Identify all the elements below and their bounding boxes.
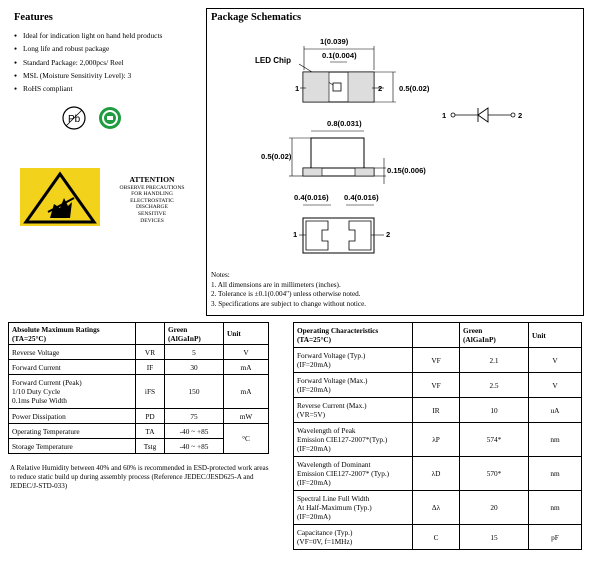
value-cell: -40 ~ +85 <box>165 424 224 439</box>
abs-max-table <box>8 322 269 454</box>
param-cell: Storage Temperature <box>9 439 136 454</box>
param-line: Spectral Line Full Width <box>297 494 370 503</box>
abs-max-header-sym <box>136 323 165 345</box>
param-cell <box>294 373 413 398</box>
sym-cell: Δλ <box>413 491 460 525</box>
param-line: Capacitance (Typ.) <box>297 528 353 537</box>
value-cell: 5 <box>165 345 224 360</box>
param-cell: Operating Temperature <box>9 424 136 439</box>
param-cell: Power Dissipation <box>9 409 136 424</box>
op-char-header-sym <box>413 323 460 348</box>
op-char-cond: (TA=25°C) <box>297 335 332 344</box>
cond-line: (IF=20mA) <box>297 385 331 394</box>
dim-total-label: 1(0.039) <box>320 37 349 46</box>
op-char-header-green <box>460 323 529 348</box>
features-list <box>14 29 162 95</box>
sym-cell: λP <box>413 423 460 457</box>
param-cell: Forward Current <box>9 360 136 375</box>
table-row <box>294 423 582 457</box>
param-cell <box>294 398 413 423</box>
features-title: Features <box>14 12 53 23</box>
pb-free-icon <box>63 107 85 129</box>
sym-cell: λD <box>413 457 460 491</box>
param-line: 0.1ms Pulse Width <box>12 396 67 405</box>
unit-cell: mW <box>224 409 269 424</box>
package-drawing <box>206 8 584 278</box>
op-char-title: Operating Characteristics <box>297 326 379 335</box>
diode-symbol-icon <box>442 108 522 122</box>
attention-block <box>97 175 207 224</box>
param-line: Forward Voltage (Typ.) <box>297 351 366 360</box>
compliance-icons <box>60 103 130 133</box>
abs-max-title: Absolute Maximum Ratings <box>12 324 100 334</box>
param-line: Emission CIE127-2007* (Typ.) <box>297 469 390 478</box>
attention-line: DEVICES <box>140 217 164 224</box>
value-cell: 75 <box>165 409 224 424</box>
table-row <box>294 348 582 373</box>
sym-cell: IR <box>413 398 460 423</box>
top-pin2-label: 2 <box>378 84 383 93</box>
table-row <box>9 409 269 424</box>
table-row <box>9 375 269 409</box>
note-item: 1. All dimensions are in millimeters (inches). <box>211 280 341 289</box>
value-cell: 10 <box>460 398 529 423</box>
top-pin1-label: 1 <box>295 84 300 93</box>
attention-line: FOR HANDLING <box>131 191 173 198</box>
esd-warning-icon <box>20 168 100 226</box>
symbol-pin1-label: 1 <box>442 111 447 120</box>
param-cell <box>294 525 413 550</box>
value-cell: -40 ~ +85 <box>165 439 224 454</box>
unit-cell: pF <box>529 525 582 550</box>
cond-line: (IF=20mA) <box>297 512 331 521</box>
dim-width-label: 0.8(0.031) <box>327 119 362 128</box>
abs-max-header-param <box>9 323 136 345</box>
table-row <box>294 373 582 398</box>
feature-item: ● MSL (Moisture Sensitivity Level): 3 <box>14 69 162 82</box>
col-green-sub-label: (AlGaInP) <box>463 335 496 344</box>
note-item: 3. Specifications are subject to change without notice. <box>211 299 367 308</box>
sym-cell: C <box>413 525 460 550</box>
feature-item: ● Standard Package: 2,000pcs/ Reel <box>14 56 162 69</box>
value-cell: 20 <box>460 491 529 525</box>
param-cell <box>294 423 413 457</box>
sym-cell: VF <box>413 348 460 373</box>
sym-cell: TA <box>136 424 165 439</box>
unit-cell: mA <box>224 375 269 409</box>
sym-cell: VF <box>413 373 460 398</box>
schematics-title: Package Schematics <box>211 12 302 23</box>
op-char-table <box>293 322 582 550</box>
symbol-pin2-label: 2 <box>518 111 523 120</box>
op-char-header-unit: Unit <box>529 323 582 348</box>
unit-cell: V <box>224 345 269 360</box>
sym-cell: IF <box>136 360 165 375</box>
table-row <box>294 525 582 550</box>
sym-cell: Tstg <box>136 439 165 454</box>
abs-max-header-unit: Unit <box>224 323 269 345</box>
sym-cell: VR <box>136 345 165 360</box>
param-cell <box>294 491 413 525</box>
value-cell: 570* <box>460 457 529 491</box>
dim-side-label: 0.5(0.02) <box>261 152 292 161</box>
param-line: Wavelength of Peak <box>297 426 356 435</box>
param-line: 1/10 Duty Cycle <box>12 387 61 396</box>
param-cell <box>294 348 413 373</box>
attention-line: OBSERVE PRECAUTIONS <box>119 184 185 191</box>
attention-title: ATTENTION <box>129 175 175 184</box>
value-cell: 574* <box>460 423 529 457</box>
unit-cell: uA <box>529 398 582 423</box>
op-char-header-param <box>294 323 413 348</box>
param-cell <box>294 457 413 491</box>
table-row <box>9 345 269 360</box>
param-cell: Reverse Voltage <box>9 345 136 360</box>
attention-line: SENSITIVE <box>137 210 167 217</box>
notes <box>211 271 366 309</box>
feature-item: ● Ideal for indication light on hand held products <box>14 29 162 42</box>
feature-item: ● RoHS compliant <box>14 82 162 95</box>
unit-cell: V <box>529 373 582 398</box>
param-cell <box>9 375 136 409</box>
param-line: Reverse Current (Max.) <box>297 401 367 410</box>
dim-pad1-label: 0.4(0.016) <box>294 193 329 202</box>
abs-max-header-green <box>165 323 224 345</box>
cond-line: (IF=20mA) <box>297 478 331 487</box>
attention-line: DISCHARGE <box>135 204 168 211</box>
col-green-label: Green <box>168 324 188 334</box>
sym-cell: iFS <box>136 375 165 409</box>
unit-cell: nm <box>529 423 582 457</box>
recycle-icon <box>99 107 121 129</box>
humidity-footnote: A Relative Humidity between 40% and 60% is recommended in ESD-protected work areas to reduce static build up during assembly process (Reference JEDEC/JESD625-A and JEDEC/J-STD-033) <box>10 464 269 491</box>
dim-lead-label: 0.15(0.006) <box>387 166 426 175</box>
param-line: At Half-Maximum (Typ.) <box>297 503 372 512</box>
note-item: 2. Tolerance is ±0.1(0.004") unless otherwise noted. <box>211 290 361 299</box>
cond-line: (IF=20mA) <box>297 360 331 369</box>
table-row <box>294 398 582 423</box>
param-line: Forward Current (Peak) <box>12 378 82 387</box>
value-cell: 2.5 <box>460 373 529 398</box>
table-row <box>294 491 582 525</box>
table-row <box>9 424 269 439</box>
value-cell: 150 <box>165 375 224 409</box>
col-green-sub-label: (AlGaInP) <box>168 333 201 343</box>
param-line: Emission CIE127-2007*(Typ.) <box>297 435 388 444</box>
bottom-pin1-label: 1 <box>293 230 298 239</box>
unit-cell: V <box>529 348 582 373</box>
param-line: Wavelength of Dominant <box>297 460 371 469</box>
value-cell: 15 <box>460 525 529 550</box>
unit-cell: nm <box>529 491 582 525</box>
bottom-pin2-label: 2 <box>386 230 391 239</box>
unit-cell: nm <box>529 457 582 491</box>
table-row <box>294 457 582 491</box>
value-cell: 2.1 <box>460 348 529 373</box>
dim-chip-label: 0.1(0.004) <box>322 51 357 60</box>
dim-height-label: 0.5(0.02) <box>399 84 430 93</box>
cond-line: (IF=20mA) <box>297 444 331 453</box>
sym-cell: PD <box>136 409 165 424</box>
value-cell: 30 <box>165 360 224 375</box>
unit-cell: mA <box>224 360 269 375</box>
led-chip-label: LED Chip <box>255 56 291 65</box>
table-row <box>9 360 269 375</box>
abs-max-cond: (TA=25°C) <box>12 333 47 343</box>
cond-line: (VR=5V) <box>297 410 326 419</box>
notes-title: Notes: <box>211 271 230 279</box>
cond-line: (VF=0V, f=1MHz) <box>297 537 353 546</box>
attention-line: ELECTROSTATIC <box>130 197 174 204</box>
param-line: Forward Voltage (Max.) <box>297 376 368 385</box>
feature-item: ● Long life and robust package <box>14 42 162 55</box>
svg-text:Pb: Pb <box>68 114 81 125</box>
dim-pad2-label: 0.4(0.016) <box>344 193 379 202</box>
col-green-label: Green <box>463 326 483 335</box>
unit-cell: °C <box>224 424 269 454</box>
